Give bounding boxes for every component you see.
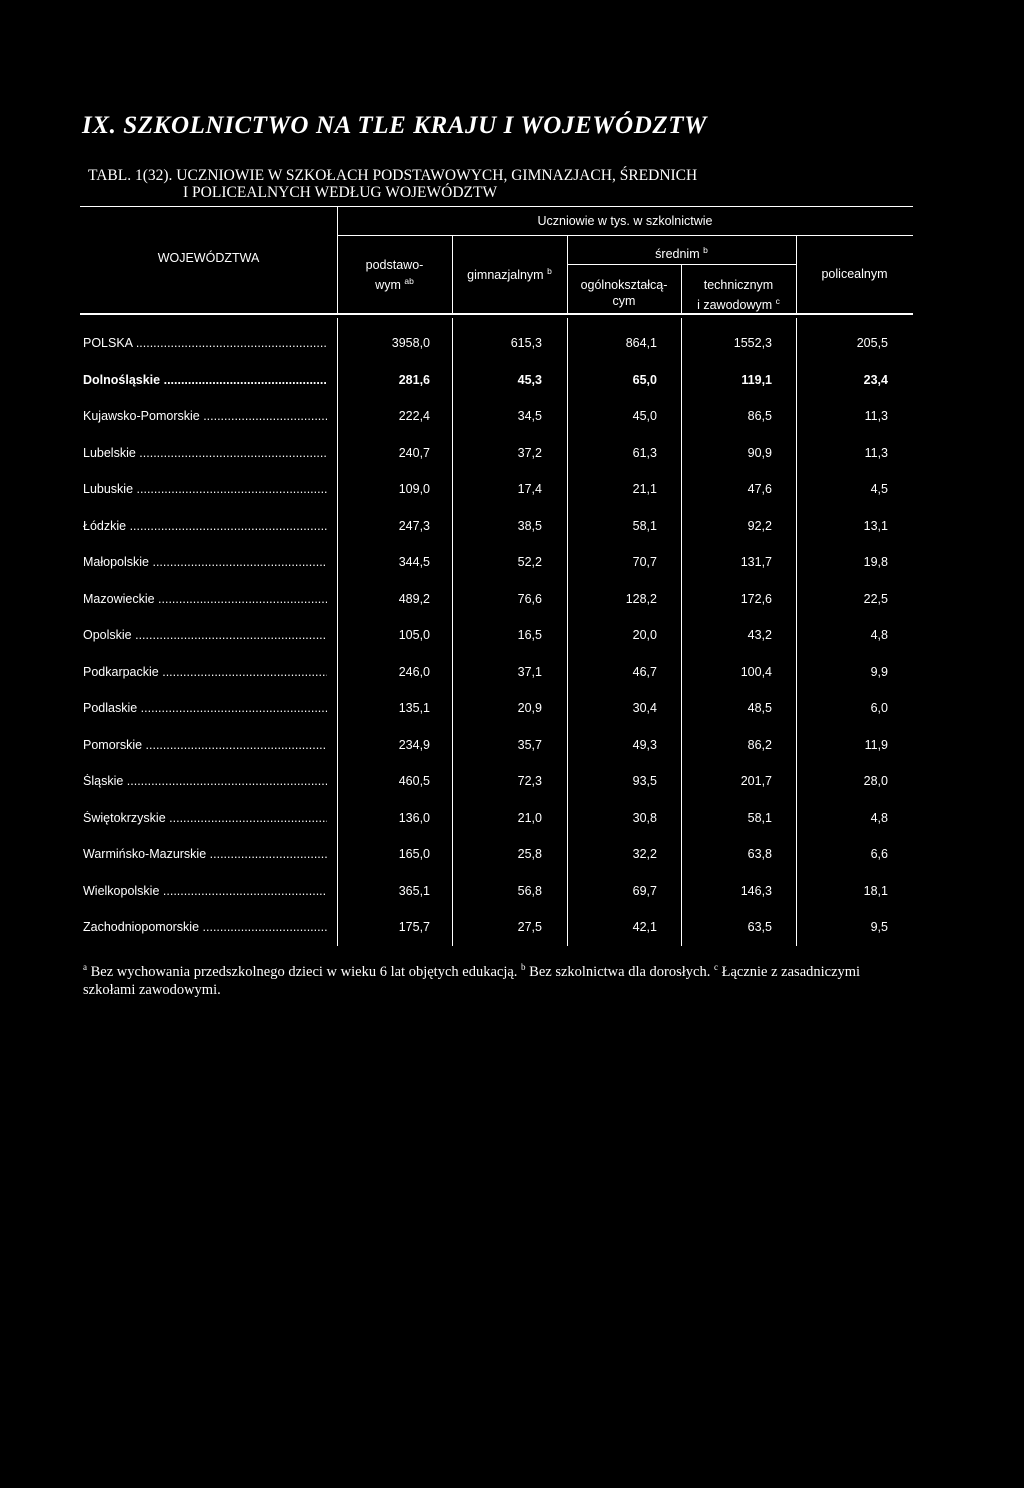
- footnote: [83, 958, 903, 999]
- value-podstawowe: 489,2: [398, 591, 430, 606]
- value-techniczne: 92,2: [747, 518, 772, 533]
- value-policealne: 11,3: [864, 445, 888, 460]
- region-name: Wielkopolskie .....: [83, 884, 327, 898]
- footnote-b-text: Bez szkolnictwa dla dorosłych.: [525, 963, 711, 980]
- value-ogolnoksztalcace: 32,2: [632, 847, 657, 861]
- value-ogolnoksztalcace: 69,7: [632, 883, 657, 898]
- table-row: [0, 336, 1024, 373]
- value-techniczne: 58,1: [747, 810, 772, 825]
- region-name: Świętokrzyskie .....: [83, 811, 327, 825]
- table-body: [0, 336, 1024, 957]
- region-name: Zachodniopomorskie .....: [83, 920, 327, 934]
- region-name: Pomorskie .....: [83, 738, 327, 752]
- value-gimnazja: 21,0: [517, 810, 542, 825]
- value-policealne: 22,5: [863, 591, 888, 606]
- value-ogolnoksztalcace: 30,4: [632, 701, 657, 715]
- value-gimnazja: 52,2: [517, 555, 542, 569]
- value-podstawowe: 222,4: [398, 409, 430, 423]
- table-title-line1: TABL. 1(32). UCZNIOWIE W SZKOŁACH PODSTAWOWYCH, GIMNAZJACH, ŚREDNICH: [88, 167, 698, 184]
- value-policealne: 11,3: [864, 409, 888, 423]
- region-name: Śląskie .....: [83, 774, 327, 788]
- value-gimnazja: 20,9: [517, 701, 542, 715]
- value-techniczne: 47,6: [747, 482, 772, 496]
- value-techniczne: 48,5: [747, 701, 772, 715]
- value-gimnazja: 56,8: [517, 883, 542, 898]
- table-row: [0, 774, 1024, 811]
- value-podstawowe: 240,7: [398, 445, 430, 460]
- footnote-mark-c: c: [713, 962, 718, 972]
- table-row: [0, 920, 1024, 957]
- value-gimnazja: 16,5: [517, 628, 542, 642]
- value-podstawowe: 136,0: [398, 810, 430, 825]
- value-gimnazja: 37,1: [517, 664, 542, 679]
- region-name: Dolnośląskie .....: [83, 373, 327, 387]
- header-region: WOJEWÓDZTWA: [157, 251, 260, 265]
- value-ogolnoksztalcace: 46,7: [632, 664, 657, 679]
- value-policealne: 205,5: [856, 336, 888, 350]
- table-row: [0, 847, 1024, 884]
- value-techniczne: 119,1: [741, 372, 772, 387]
- value-ogolnoksztalcace: 20,0: [632, 628, 657, 642]
- value-techniczne: 43,2: [747, 628, 772, 642]
- value-podstawowe: 165,0: [398, 847, 430, 861]
- footnote-mark-a: a: [83, 962, 87, 972]
- value-gimnazja: 17,4: [517, 482, 542, 496]
- header-ogolnoksztalcacym: ogólnokształcą- cym: [580, 278, 668, 308]
- value-policealne: 11,9: [864, 737, 888, 752]
- value-podstawowe: 281,6: [398, 372, 430, 387]
- value-techniczne: 86,2: [747, 737, 772, 752]
- header-srednim: średnim $^b$: [655, 245, 708, 262]
- value-gimnazja: 35,7: [517, 737, 542, 752]
- value-policealne: 4,8: [870, 628, 888, 642]
- value-gimnazja: 45,3: [517, 372, 542, 387]
- value-techniczne: 63,8: [747, 847, 772, 861]
- value-techniczne: 63,5: [747, 920, 772, 934]
- value-gimnazja: 25,8: [517, 847, 542, 861]
- region-name: Kujawsko-Pomorskie .....: [83, 409, 327, 423]
- value-ogolnoksztalcace: 58,1: [632, 518, 657, 533]
- value-techniczne: 131,7: [740, 555, 772, 569]
- region-name: POLSKA .....: [83, 336, 327, 350]
- region-name: Lubuskie .....: [83, 482, 327, 496]
- value-podstawowe: 105,0: [398, 628, 430, 642]
- table-row: [0, 592, 1024, 629]
- group-rule: [337, 235, 913, 236]
- value-techniczne: 201,7: [740, 774, 772, 788]
- table-row: [0, 555, 1024, 592]
- value-techniczne: 1552,3: [733, 336, 772, 350]
- region-name: Łódzkie .....: [83, 519, 327, 533]
- value-ogolnoksztalcace: 93,5: [632, 774, 657, 788]
- header-policealnym: policealnym: [821, 267, 888, 281]
- value-gimnazja: 37,2: [517, 445, 542, 460]
- value-podstawowe: 365,1: [398, 883, 430, 898]
- footnote-mark-b: b: [521, 962, 526, 972]
- value-podstawowe: 247,3: [398, 518, 430, 533]
- header-technicznym: technicznym i zawodowym $^c$: [697, 278, 780, 313]
- value-policealne: 4,5: [870, 482, 888, 496]
- value-techniczne: 86,5: [747, 409, 772, 423]
- table-row: [0, 373, 1024, 410]
- region-name: Małopolskie .....: [83, 555, 327, 569]
- header-group: Uczniowie w tys. w szkolnictwie: [537, 214, 713, 228]
- header-bottom-rule: [80, 313, 913, 315]
- table-row: [0, 482, 1024, 519]
- value-podstawowe: 135,1: [398, 701, 430, 715]
- value-podstawowe: 3958,0: [391, 336, 430, 350]
- value-ogolnoksztalcace: 42,1: [632, 920, 657, 934]
- value-ogolnoksztalcace: 30,8: [632, 810, 657, 825]
- table-row: [0, 446, 1024, 483]
- header-podstawowym: podstawo- wym $^{ab}$: [365, 258, 424, 293]
- value-podstawowe: 344,5: [398, 555, 430, 569]
- value-ogolnoksztalcace: 61,3: [632, 445, 657, 460]
- value-ogolnoksztalcace: 65,0: [632, 372, 657, 387]
- region-name: Lubelskie .....: [83, 446, 327, 460]
- value-policealne: 13,1: [863, 518, 888, 533]
- value-podstawowe: 460,5: [398, 774, 430, 788]
- value-ogolnoksztalcace: 864,1: [625, 336, 657, 350]
- value-policealne: 19,8: [863, 555, 888, 569]
- value-ogolnoksztalcace: 128,2: [625, 591, 657, 606]
- value-policealne: 6,0: [870, 701, 888, 715]
- value-techniczne: 172,6: [740, 591, 772, 606]
- footnote-c-text: Łącznie z zasadniczymi szkołami zawodowymi.: [83, 963, 861, 998]
- region-name: Warmińsko-Mazurskie .....: [83, 847, 327, 861]
- value-ogolnoksztalcace: 49,3: [632, 737, 657, 752]
- table-row: [0, 738, 1024, 775]
- value-gimnazja: 615,3: [510, 336, 542, 350]
- table-row: [0, 628, 1024, 665]
- region-name: Podkarpackie .....: [83, 665, 327, 679]
- table-row: [0, 884, 1024, 921]
- value-gimnazja: 72,3: [517, 774, 542, 788]
- value-podstawowe: 246,0: [398, 664, 430, 679]
- value-techniczne: 100,4: [740, 664, 772, 679]
- table-row: [0, 811, 1024, 848]
- table-row: [0, 409, 1024, 446]
- value-policealne: 18,1: [863, 883, 888, 898]
- value-ogolnoksztalcace: 21,1: [632, 482, 657, 496]
- value-gimnazja: 38,5: [517, 518, 542, 533]
- table-title: [88, 167, 697, 201]
- table-title-line2: I POLICEALNYCH WEDŁUG WOJEWÓDZTW: [183, 184, 498, 201]
- value-podstawowe: 109,0: [398, 482, 430, 496]
- region-name: Podlaskie .....: [83, 701, 327, 715]
- value-techniczne: 90,9: [747, 445, 772, 460]
- header-gimnazjalnym: gimnazjalnym $^b$: [467, 266, 552, 283]
- value-ogolnoksztalcace: 70,7: [632, 555, 657, 569]
- value-techniczne: 146,3: [740, 883, 772, 898]
- footnote-a-text: Bez wychowania przedszkolnego dzieci w wieku 6 lat objętych edukacją.: [87, 963, 518, 980]
- value-podstawowe: 175,7: [398, 920, 430, 934]
- table-row: [0, 701, 1024, 738]
- table-top-rule: [80, 206, 913, 207]
- chapter-title: IX. SZKOLNICTWO NA TLE KRAJU I WOJEWÓDZTW: [82, 112, 707, 139]
- region-name: Opolskie .....: [83, 628, 327, 642]
- value-gimnazja: 34,5: [517, 409, 542, 423]
- region-name: Mazowieckie .....: [83, 592, 327, 606]
- value-policealne: 23,4: [863, 372, 888, 387]
- value-podstawowe: 234,9: [398, 737, 430, 752]
- value-policealne: 4,8: [870, 810, 888, 825]
- value-policealne: 9,9: [870, 664, 888, 679]
- value-policealne: 6,6: [870, 847, 888, 861]
- table-row: [0, 665, 1024, 702]
- value-policealne: 28,0: [863, 774, 888, 788]
- value-gimnazja: 27,5: [517, 920, 542, 934]
- value-policealne: 9,5: [870, 920, 888, 934]
- value-gimnazja: 76,6: [517, 591, 542, 606]
- table-row: [0, 519, 1024, 556]
- value-ogolnoksztalcace: 45,0: [632, 409, 657, 423]
